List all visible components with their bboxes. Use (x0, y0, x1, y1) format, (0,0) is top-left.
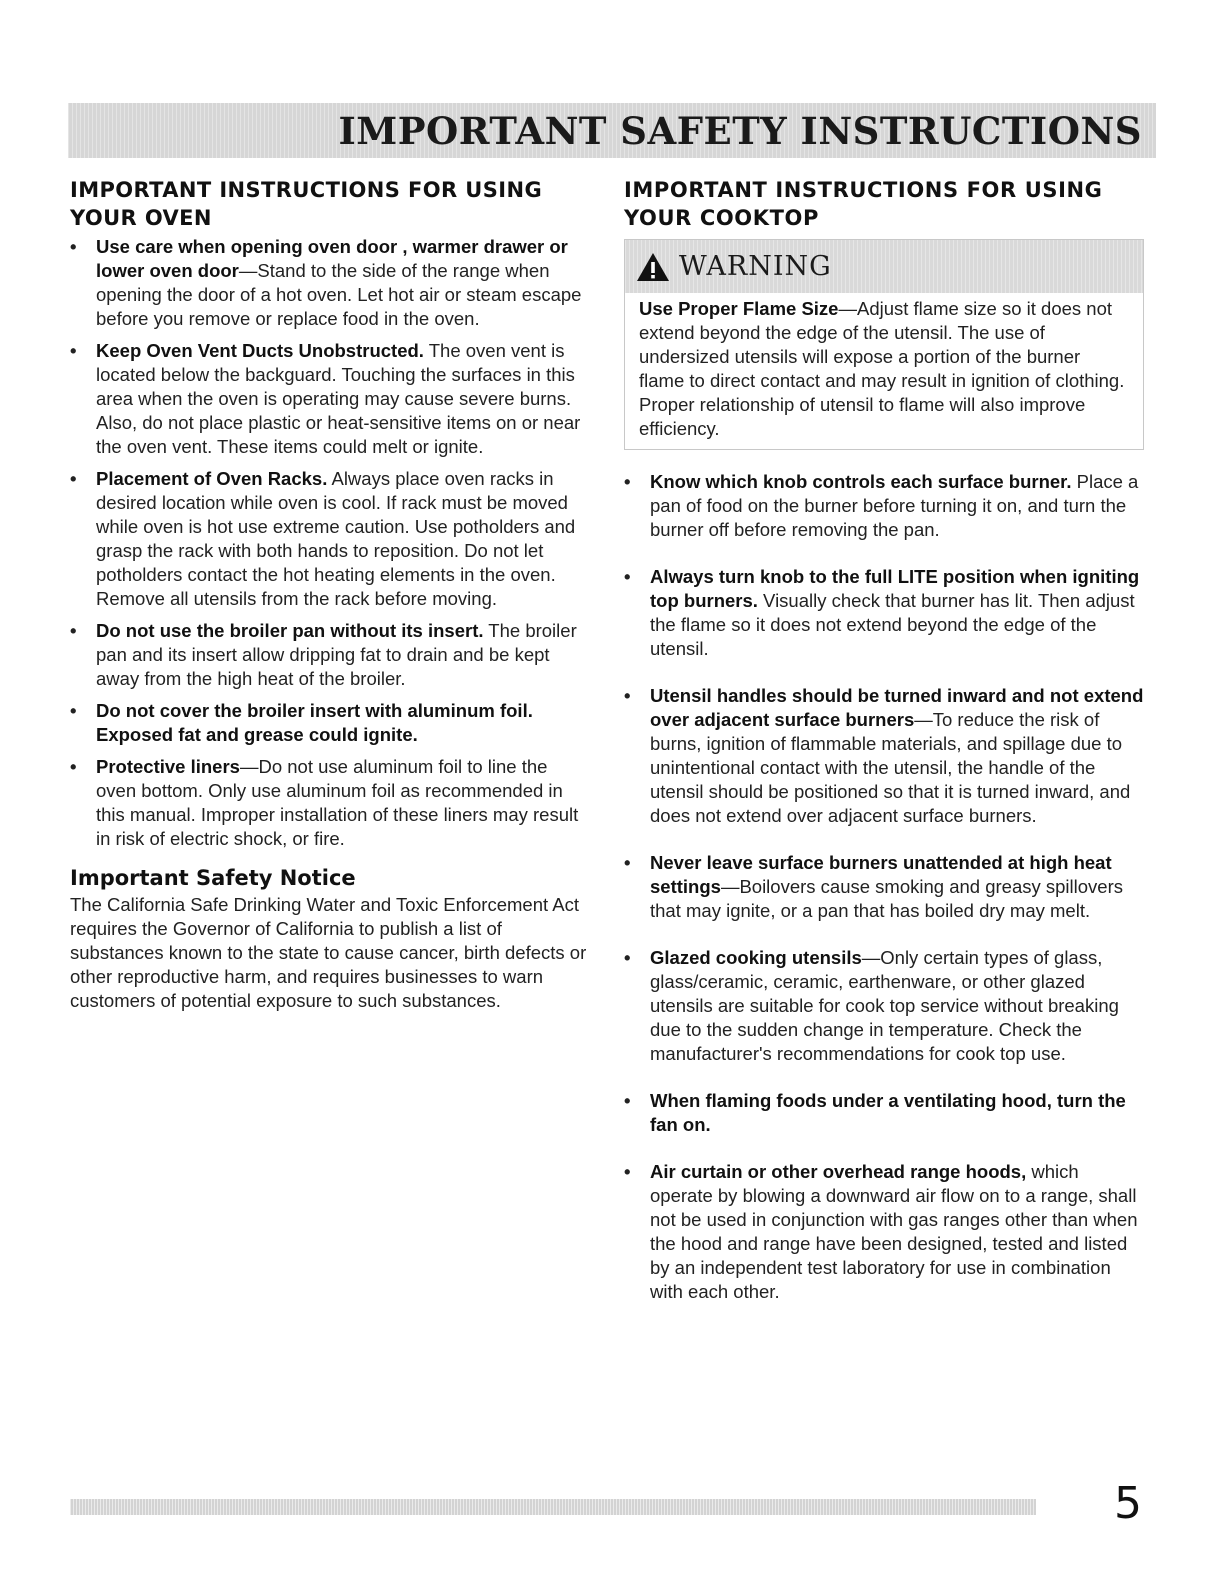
cooktop-section-title: IMPORTANT INSTRUCTIONS FOR USING YOUR COOKTOP (624, 178, 1103, 230)
item-text: —Boilovers cause smoking and greasy spillovers that may ignite, or a pan that has boiled dry may melt. (650, 876, 1123, 921)
bullet-icon: • (70, 700, 77, 721)
list-item (624, 851, 1144, 923)
item-lead: Do not cover the broiler insert with aluminum foil. Exposed fat and grease could ignite. (96, 700, 533, 745)
oven-instructions-list (70, 235, 588, 851)
item-lead: Use care when opening oven door , warmer drawer or lower oven door (96, 236, 568, 281)
bullet-icon: • (70, 468, 77, 489)
warning-triangle-icon (635, 251, 671, 283)
item-text: —Stand to the side of the range when opening the door of a hot oven. Let hot air or steam escape before you remove or replace food in the oven. (96, 260, 582, 329)
item-text: Always place oven racks in desired location while oven is cool. If rack must be moved while oven is hot use extreme caution. Use potholders and grasp the rack with both hands to reposition. Do not let potholders contact the hot heating elements in the oven. Remove all utensils from the rack before moving. (96, 468, 576, 609)
list-item (70, 755, 588, 851)
oven-column (70, 176, 588, 1013)
item-lead: Keep Oven Vent Ducts Unobstructed. (96, 340, 424, 361)
list-item (70, 619, 588, 691)
list-item (624, 1089, 1144, 1137)
item-text: —Only certain types of glass, glass/ceramic, ceramic, earthenware, or other glazed utensils are suitable for cook top service without breaking due to the sudden change in temperature. Check the manufacturer's recommendations for cook top use. (650, 947, 1119, 1064)
bullet-icon: • (70, 620, 77, 641)
item-text: which operate by blowing a downward air flow on to a range, shall not be used in conjunction with gas ranges other than when the hood and range have been designed, tested and listed by an independent test laboratory for use in combination with each other. (650, 1161, 1138, 1302)
list-item (624, 470, 1144, 542)
list-item (70, 699, 588, 747)
page-number: 5 (1114, 1478, 1142, 1529)
bullet-icon: • (624, 471, 631, 492)
list-item (70, 235, 588, 331)
item-text: The broiler pan and its insert allow dripping fat to drain and be kept away from the high heat of the broiler. (96, 620, 577, 689)
item-lead: Know which knob controls each surface burner. (650, 471, 1072, 492)
bullet-icon: • (624, 852, 631, 873)
bullet-icon: • (70, 236, 77, 257)
warning-label: WARNING (679, 251, 832, 282)
item-lead: When flaming foods under a ventilating hood, turn the fan on. (650, 1090, 1126, 1135)
bullet-icon: • (624, 947, 631, 968)
warning-text: —Adjust flame size so it does not extend beyond the edge of the utensil. The use of undersized utensils will expose a portion of the burner flame to direct contact and may result in ignition of clothing. Proper relationship of utensil to flame will also improve efficiency. (639, 298, 1125, 439)
list-item (70, 339, 588, 459)
warning-body (625, 293, 1143, 449)
title-banner (68, 103, 1156, 158)
item-text: The oven vent is located below the backguard. Touching the surfaces in this area when the oven is operating may cause severe burns. Also, do not place plastic or heat-sensitive items on or near the oven vent. These items could melt or ignite. (96, 340, 581, 457)
item-text: —To reduce the risk of burns, ignition of flammable materials, and spillage due to unintentional contact with the utensil, the handle of the utensil should be positioned so that it is turned inward, and does not extend over adjacent surface burners. (650, 709, 1131, 826)
list-item (624, 1160, 1144, 1304)
oven-section-title: IMPORTANT INSTRUCTIONS FOR USING YOUR OVEN (70, 178, 543, 230)
item-lead: Never leave surface burners unattended at high heat settings (650, 852, 1112, 897)
item-text: —Do not use aluminum foil to line the oven bottom. Only use aluminum foil as recommended in this manual. Improper installation of these liners may result in risk of electric shock, or fire. (96, 756, 579, 849)
item-text: Place a pan of food on the burner before turning it on, and turn the burner off before removing the pan. (650, 471, 1139, 540)
item-text: Visually check that burner has lit. Then adjust the flame so it does not extend beyond the edge of the utensil. (650, 590, 1135, 659)
bullet-icon: • (624, 685, 631, 706)
list-item (624, 946, 1144, 1066)
list-item (624, 684, 1144, 828)
item-lead: Protective liners (96, 756, 240, 777)
list-item (70, 467, 588, 611)
bullet-icon: • (624, 566, 631, 587)
list-item (624, 565, 1144, 661)
warning-box (624, 239, 1144, 450)
item-lead: Air curtain or other overhead range hoods, (650, 1161, 1027, 1182)
cooktop-column (624, 176, 1144, 1327)
bullet-icon: • (624, 1161, 631, 1182)
item-lead: Utensil handles should be turned inward and not extend over adjacent surface burners (650, 685, 1144, 730)
item-lead: Always turn knob to the full LITE position when igniting top burners. (650, 566, 1140, 611)
warning-header (625, 240, 1143, 293)
bullet-icon: • (70, 340, 77, 361)
item-lead: Placement of Oven Racks. (96, 468, 328, 489)
cooktop-instructions-list (624, 470, 1144, 1304)
page-title: IMPORTANT SAFETY INSTRUCTIONS (338, 108, 1142, 153)
item-lead: Do not use the broiler pan without its insert. (96, 620, 484, 641)
footer-bar (70, 1499, 1036, 1515)
bullet-icon: • (70, 756, 77, 777)
safety-notice-body: The California Safe Drinking Water and Toxic Enforcement Act requires the Governor of California to publish a list of substances known to the state to cause cancer, birth defects or other reproductive harm, and requires businesses to warn customers of potential exposure to such substances. (70, 894, 587, 1011)
item-lead: Glazed cooking utensils (650, 947, 862, 968)
bullet-icon: • (624, 1090, 631, 1111)
safety-notice-title: Important Safety Notice (70, 866, 356, 890)
warning-lead: Use Proper Flame Size (639, 298, 839, 319)
